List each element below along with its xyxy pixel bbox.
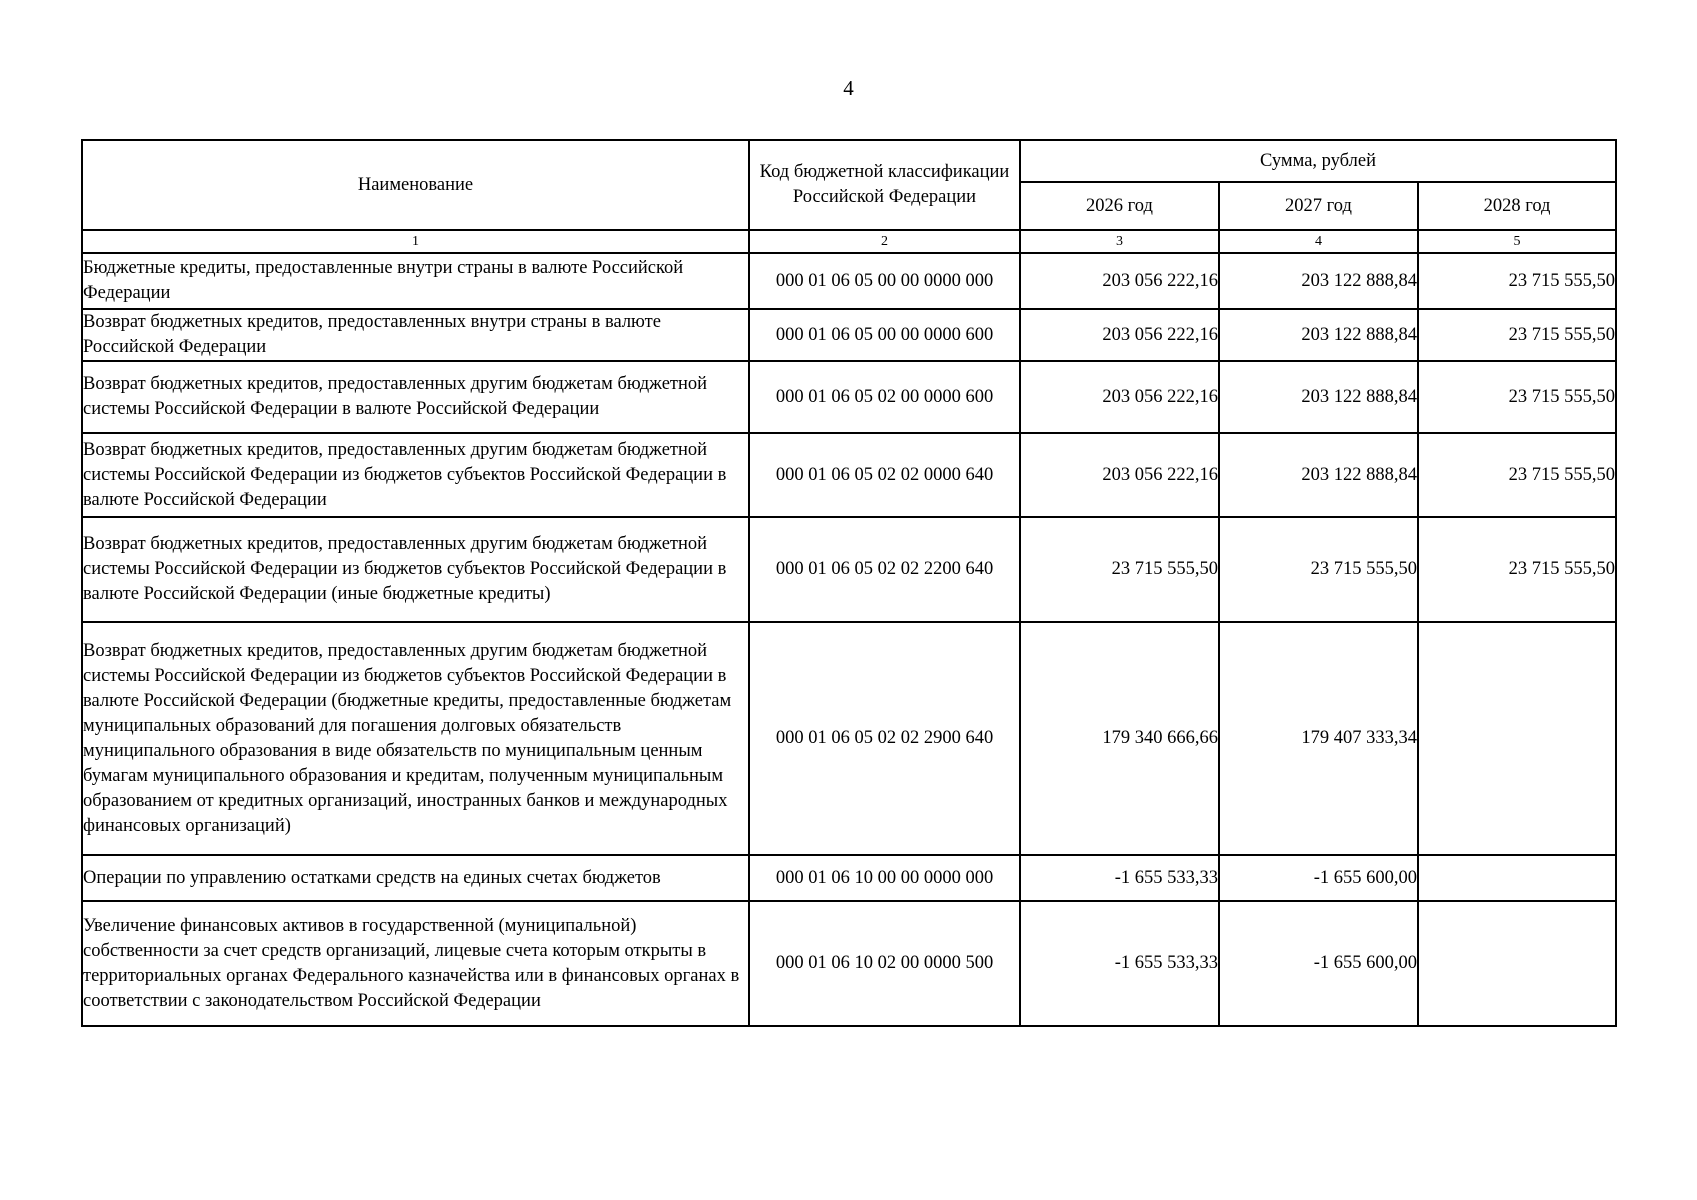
- row-amount-2026: 203 056 222,16: [1020, 361, 1219, 433]
- row-name: Возврат бюджетных кредитов, предоставленных внутри страны в валюте Российской Федерации: [82, 309, 749, 361]
- row-code: 000 01 06 05 02 00 0000 600: [749, 361, 1020, 433]
- row-code: 000 01 06 10 02 00 0000 500: [749, 901, 1020, 1026]
- row-name: Возврат бюджетных кредитов, предоставленных другим бюджетам бюджетной системы Российской Федерации в валюте Российской Федерации: [82, 361, 749, 433]
- column-number-5: 5: [1418, 230, 1616, 253]
- row-amount-2028: 23 715 555,50: [1418, 361, 1616, 433]
- row-name: Возврат бюджетных кредитов, предоставленных другим бюджетам бюджетной системы Российской Федерации из бюджетов субъектов Российской Федерации в валюте Российской Федерации: [82, 433, 749, 517]
- row-amount-2027: 203 122 888,84: [1219, 433, 1418, 517]
- row-amount-2028: 23 715 555,50: [1418, 517, 1616, 622]
- row-amount-2026: -1 655 533,33: [1020, 855, 1219, 901]
- row-amount-2026: 203 056 222,16: [1020, 433, 1219, 517]
- row-amount-2027: -1 655 600,00: [1219, 855, 1418, 901]
- header-code: Код бюджетной классификации Российской Федерации: [749, 140, 1020, 230]
- row-code: 000 01 06 10 00 00 0000 000: [749, 855, 1020, 901]
- header-year-2027: 2027 год: [1219, 182, 1418, 230]
- column-number-4: 4: [1219, 230, 1418, 253]
- row-amount-2028: 23 715 555,50: [1418, 433, 1616, 517]
- table-row: [82, 433, 1616, 517]
- row-amount-2028: [1418, 901, 1616, 1026]
- row-amount-2028: 23 715 555,50: [1418, 253, 1616, 309]
- header-sum: Сумма, рублей: [1020, 140, 1616, 182]
- table-row: [82, 622, 1616, 855]
- row-amount-2028: 23 715 555,50: [1418, 309, 1616, 361]
- table-row: [82, 901, 1616, 1026]
- row-amount-2026: 203 056 222,16: [1020, 309, 1219, 361]
- table-row: [82, 855, 1616, 901]
- column-number-3: 3: [1020, 230, 1219, 253]
- column-number-2: 2: [749, 230, 1020, 253]
- header-name: Наименование: [82, 140, 749, 230]
- row-code: 000 01 06 05 02 02 2200 640: [749, 517, 1020, 622]
- row-code: 000 01 06 05 02 02 2900 640: [749, 622, 1020, 855]
- row-name: Возврат бюджетных кредитов, предоставленных другим бюджетам бюджетной системы Российской Федерации из бюджетов субъектов Российской Федерации в валюте Российской Федерации (бюджетные кредиты, предоставленные бюджетам муниципальных образований для погашения долговых обязательств муниципального образования в виде обязательств по муниципальным ценным бумагам муниципального образования и кредитам, полученным муниципальным образованием от кредитных организаций, иностранных банков и международных финансовых организаций): [82, 622, 749, 855]
- header-row: [82, 140, 1616, 182]
- column-number-row: [82, 230, 1616, 253]
- row-amount-2027: 203 122 888,84: [1219, 253, 1418, 309]
- budget-table: [81, 139, 1617, 1027]
- header-year-2028: 2028 год: [1418, 182, 1616, 230]
- row-name: Бюджетные кредиты, предоставленные внутри страны в валюте Российской Федерации: [82, 253, 749, 309]
- row-amount-2027: 179 407 333,34: [1219, 622, 1418, 855]
- row-amount-2027: 203 122 888,84: [1219, 361, 1418, 433]
- table-row: [82, 517, 1616, 622]
- row-amount-2026: 23 715 555,50: [1020, 517, 1219, 622]
- row-amount-2028: [1418, 622, 1616, 855]
- table-row: [82, 309, 1616, 361]
- table-row: [82, 361, 1616, 433]
- row-amount-2028: [1418, 855, 1616, 901]
- column-number-1: 1: [82, 230, 749, 253]
- row-name: Операции по управлению остатками средств на единых счетах бюджетов: [82, 855, 749, 901]
- row-amount-2026: -1 655 533,33: [1020, 901, 1219, 1026]
- table-row: [82, 253, 1616, 309]
- page-number: 4: [843, 76, 854, 100]
- row-code: 000 01 06 05 00 00 0000 600: [749, 309, 1020, 361]
- row-code: 000 01 06 05 00 00 0000 000: [749, 253, 1020, 309]
- header-year-2026: 2026 год: [1020, 182, 1219, 230]
- row-amount-2027: 203 122 888,84: [1219, 309, 1418, 361]
- row-name: Возврат бюджетных кредитов, предоставленных другим бюджетам бюджетной системы Российской Федерации из бюджетов субъектов Российской Федерации в валюте Российской Федерации (иные бюджетные кредиты): [82, 517, 749, 622]
- row-name: Увеличение финансовых активов в государственной (муниципальной) собственности за счет средств организаций, лицевые счета которым открыты в территориальных органах Федерального казначейства или в финансовых органах в соответствии с законодательством Российской Федерации: [82, 901, 749, 1026]
- row-code: 000 01 06 05 02 02 0000 640: [749, 433, 1020, 517]
- row-amount-2027: -1 655 600,00: [1219, 901, 1418, 1026]
- row-amount-2027: 23 715 555,50: [1219, 517, 1418, 622]
- row-amount-2026: 179 340 666,66: [1020, 622, 1219, 855]
- row-amount-2026: 203 056 222,16: [1020, 253, 1219, 309]
